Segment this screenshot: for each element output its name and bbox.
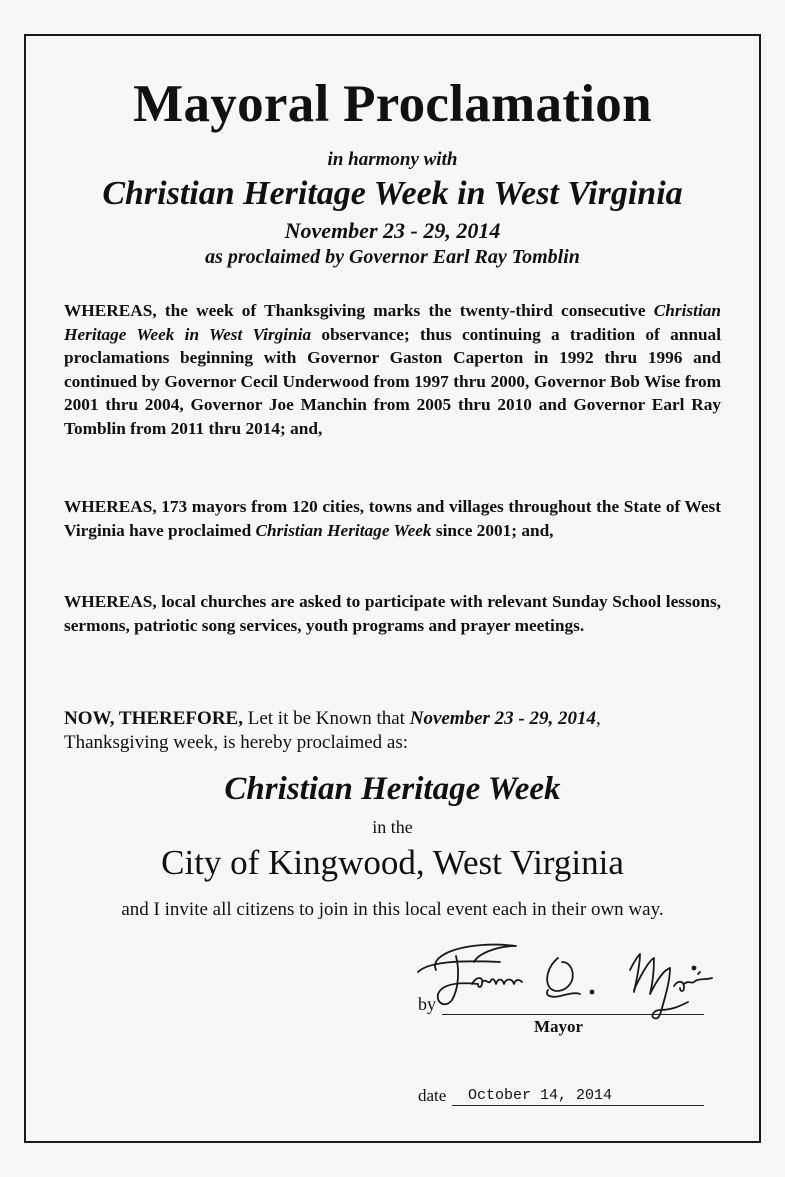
invitation-text: and I invite all citizens to join in this local event each in their own way. [121, 899, 664, 920]
page-title: Mayoral Proclamation [133, 75, 652, 133]
mayor-label: Mayor [534, 1017, 584, 1036]
by-label: by [418, 994, 436, 1014]
date-value: October 14, 2014 [468, 1087, 613, 1104]
signature-line [442, 1014, 704, 1015]
therefore-paragraph: NOW, THEREFORE, Let it be Known that November 23 - 29, 2014, Thanksgiving week, is hereby proclaimed as: [64, 708, 601, 753]
proclaimed-week-name: Christian Heritage Week [224, 771, 561, 807]
mayor-signature [408, 932, 738, 1022]
in-the-text: in the [372, 817, 413, 837]
whereas-paragraph-1: WHEREAS, the week of Thanksgiving marks the twenty-third consecutive Christian Heritage Week in West Virginia observance; thus continuing a tradition of annual proclamations beginning with Governor Gaston Caperton in 1992 thru 1996 and continued by Governor Cecil Underwood from 1997 thru 2000, Governor Bob Wise from 2001 thru 2004, Governor Joe Manchin from 2005 thru 2010 and Governor Earl Ray Tomblin from 2011 thru 2014; and, [64, 301, 721, 438]
whereas-paragraph-3: WHEREAS, local churches are asked to participate with relevant Sunday School lessons, sermons, patriotic song services, youth programs and prayer meetings. [64, 592, 721, 635]
proclaimed-by: as proclaimed by Governor Earl Ray Tomblin [205, 246, 580, 268]
event-dates: November 23 - 29, 2014 [284, 218, 501, 243]
whereas-paragraph-2: WHEREAS, 173 mayors from 120 cities, towns and villages throughout the State of West Virginia have proclaimed Christian Heritage Week since 2001; and, [64, 497, 721, 540]
city-name: City of Kingwood, West Virginia [161, 843, 624, 882]
date-line [452, 1105, 704, 1106]
harmony-subtitle: in harmony with [327, 149, 458, 170]
heritage-week-heading: Christian Heritage Week in West Virginia [102, 175, 683, 212]
date-label: date [418, 1086, 447, 1105]
